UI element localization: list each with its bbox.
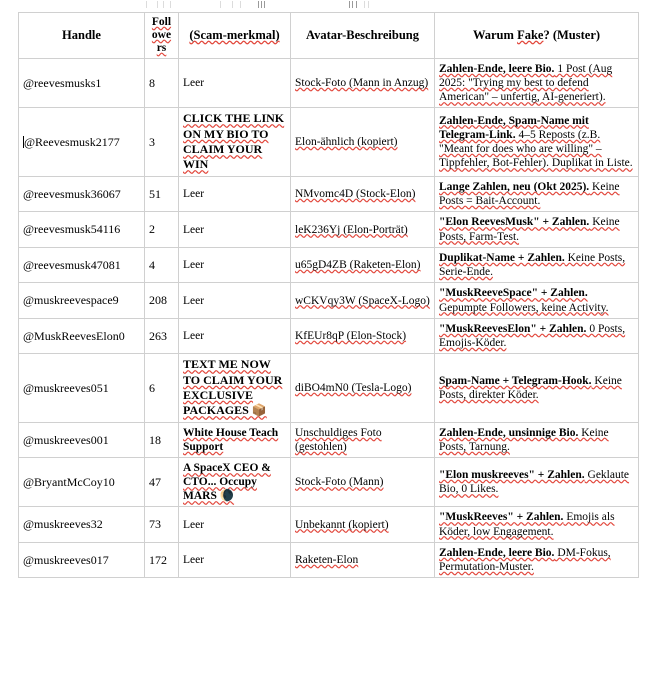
table-row (19, 542, 639, 578)
cell-scam-merkmal[interactable] (179, 318, 291, 354)
ruler-tick (157, 1, 158, 8)
cell-followers[interactable]: 51 (145, 176, 179, 212)
handle-text: @MuskReevesElon0 (23, 328, 125, 343)
warum-fake-detail: Keine Posts, Serie-Ende. (439, 251, 626, 279)
cell-scam-merkmal[interactable] (179, 108, 291, 176)
scam-merkmal-text: Leer (183, 554, 205, 567)
cell-scam-merkmal[interactable] (179, 458, 291, 507)
scam-merkmal-text: Leer (183, 188, 205, 201)
cell-warum-fake[interactable] (435, 458, 639, 507)
cell-warum-fake[interactable] (435, 283, 639, 319)
handle-text: @reevesmusk47081 (23, 257, 121, 272)
table-row (19, 283, 639, 319)
cell-handle[interactable] (19, 283, 145, 319)
scam-merkmal-text: Leer (183, 259, 205, 272)
warum-fake-detail: Keine Posts, Farm-Test. (439, 216, 620, 243)
cell-handle[interactable] (19, 458, 145, 507)
table-row (19, 212, 639, 248)
ruler-tick (240, 1, 241, 8)
column-header-merkmal: (Scam-merkmal) (179, 13, 291, 59)
warum-fake-pattern: Zahlen-Ende, leere Bio. (439, 62, 555, 75)
column-header-followers-line3: rs (156, 41, 167, 54)
cell-scam-merkmal[interactable] (179, 507, 291, 543)
scam-merkmal-text: Leer (183, 76, 205, 89)
cell-followers[interactable]: 2 (145, 212, 179, 248)
cell-avatar-description[interactable]: leK236Yj (Elon-Porträt) (291, 212, 435, 248)
scam-merkmal-text: Leer (183, 223, 205, 236)
table-row (19, 507, 639, 543)
scam-accounts-table (18, 12, 639, 578)
ruler-tick (264, 1, 265, 8)
ruler-tick (364, 1, 365, 8)
warum-fake-pattern: "Elon ReevesMusk" + Zahlen. (439, 216, 590, 229)
ruler-tick (232, 1, 233, 8)
handle-text: @muskreeves001 (23, 432, 109, 447)
warum-fake-pattern: Zahlen-Ende, leere Bio. (439, 546, 555, 559)
document-body (18, 12, 638, 578)
cell-avatar-description[interactable]: Unbekannt (kopiert) (291, 507, 435, 543)
cell-warum-fake[interactable] (435, 422, 639, 458)
handle-text: @Reevesmusk2177 (24, 134, 120, 149)
scam-merkmal-text: TEXT ME NOW TO CLAIM YOUR EXCLUSIVE PACKAGES 📦 (183, 357, 283, 418)
handle-text: @muskreevespace9 (23, 293, 119, 308)
cell-avatar-description[interactable]: NMvomc4D (Stock-Elon) (291, 176, 435, 212)
ruler-tick (356, 1, 357, 8)
column-header-followers-line1: Foll (151, 16, 172, 28)
column-marker-ruler (0, 0, 654, 9)
warum-fake-pattern: Lange Zahlen, neu (Okt 2025). (439, 180, 590, 193)
cell-scam-merkmal[interactable] (179, 58, 291, 108)
cell-scam-merkmal[interactable] (179, 354, 291, 422)
table-row (19, 108, 639, 176)
handle-text: @muskreeves051 (23, 380, 109, 395)
column-header-followers-line2: owe (151, 28, 172, 41)
warum-fake-detail: Keine Posts, direkter Köder. (439, 374, 622, 402)
handle-text: @BryantMcCoy10 (23, 474, 115, 489)
cell-scam-merkmal[interactable] (179, 422, 291, 458)
cell-warum-fake[interactable] (435, 108, 639, 176)
cell-warum-fake[interactable] (435, 354, 639, 422)
warum-fake-pattern: "MuskReeveSpace" + Zahlen. (439, 287, 588, 300)
ruler-tick (220, 1, 221, 8)
cell-followers[interactable]: 73 (145, 507, 179, 543)
warum-fake-detail: 1 Post (Aug 2025: "Trying my best to defend American" – unfertig, AI-generiert). (439, 62, 613, 104)
cell-handle[interactable] (19, 318, 145, 354)
table-row (19, 422, 639, 458)
table-row (19, 458, 639, 507)
warum-fake-detail: Geklaute Bio, 0 Likes. (439, 469, 630, 496)
cell-warum-fake[interactable] (435, 318, 639, 354)
handle-text: @reevesmusks1 (23, 75, 102, 90)
scam-merkmal-text: A SpaceX CEO & CTO... Occupy MARS 🌘 (183, 462, 271, 503)
cell-avatar-description[interactable]: Unschuldiges Foto (gestohlen) (291, 422, 435, 458)
table-row (19, 354, 639, 422)
scam-merkmal-text: Leer (183, 294, 205, 307)
cell-followers[interactable]: 8 (145, 58, 179, 108)
warum-fake-detail: Keine Posts, Tarnung. (439, 426, 609, 453)
warum-fake-pattern: Zahlen-Ende, unsinnige Bio. (439, 426, 579, 439)
ruler-tick (170, 1, 171, 8)
column-header-handle: Handle (19, 13, 145, 59)
cell-scam-merkmal[interactable] (179, 212, 291, 248)
cell-handle[interactable] (19, 542, 145, 578)
ruler-tick (258, 1, 259, 8)
table-row (19, 318, 639, 354)
handle-text: @reevesmusk54116 (23, 222, 121, 237)
warum-fake-detail: DM-Fokus, Permutation-Muster. (439, 546, 611, 574)
cell-avatar-description[interactable]: u65gD4ZB (Raketen-Elon) (291, 247, 435, 283)
cell-avatar-description[interactable]: KfEUr8qP (Elon-Stock) (291, 318, 435, 354)
cell-scam-merkmal[interactable] (179, 247, 291, 283)
cell-warum-fake[interactable] (435, 176, 639, 212)
cell-handle[interactable] (19, 247, 145, 283)
ruler-tick (163, 1, 164, 8)
cell-followers[interactable]: 208 (145, 283, 179, 319)
cell-avatar-description[interactable]: Elon-ähnlich (kopiert) (291, 108, 435, 176)
scam-merkmal-text: CLICK THE LINK ON MY BIO TO CLAIM YOUR WIN (183, 111, 285, 172)
warum-fake-detail: 4–5 Reposts (z.B. "Meant for does who are willing" – Tippfehler, Bot-Fehler). Duplikat in Liste. (439, 128, 633, 170)
scam-merkmal-text: Leer (183, 518, 205, 531)
table-row (19, 58, 639, 108)
table-header-row (19, 13, 639, 59)
cell-handle[interactable] (19, 108, 145, 176)
warum-fake-pattern: Spam-Name + Telegram-Hook. (439, 374, 592, 387)
warum-fake-pattern: "Elon muskreeves" + Zahlen. (439, 469, 585, 482)
cell-followers[interactable]: 263 (145, 318, 179, 354)
cell-handle[interactable] (19, 176, 145, 212)
column-header-followers (145, 13, 179, 59)
cell-scam-merkmal[interactable] (179, 176, 291, 212)
cell-followers[interactable]: 18 (145, 422, 179, 458)
handle-text: @muskreeves017 (23, 552, 109, 567)
handle-text: @reevesmusk36067 (23, 186, 121, 201)
cell-followers[interactable]: 47 (145, 458, 179, 507)
cell-avatar-description[interactable]: Stock-Foto (Mann in Anzug) (291, 58, 435, 108)
cell-avatar-description[interactable]: wCKVqy3W (SpaceX-Logo) (291, 283, 435, 319)
cell-warum-fake[interactable] (435, 247, 639, 283)
table-row (19, 176, 639, 212)
cell-followers[interactable]: 4 (145, 247, 179, 283)
ruler-tick (349, 1, 350, 8)
cell-handle[interactable] (19, 212, 145, 248)
scam-merkmal-text: Leer (183, 330, 205, 343)
cell-handle[interactable] (19, 422, 145, 458)
warum-fake-detail: Gepumpte Followers, keine Activity. (439, 301, 609, 314)
warum-fake-pattern: "MuskReevesElon" + Zahlen. (439, 322, 587, 335)
cell-followers[interactable]: 6 (145, 354, 179, 422)
ruler-tick (352, 1, 353, 8)
cell-handle[interactable] (19, 58, 145, 108)
cell-followers[interactable]: 172 (145, 542, 179, 578)
cell-warum-fake[interactable] (435, 542, 639, 578)
cell-warum-fake[interactable] (435, 58, 639, 108)
cell-warum-fake[interactable] (435, 507, 639, 543)
ruler-tick (146, 1, 147, 8)
warum-fake-detail: Keine Posts = Bait-Account. (439, 180, 620, 208)
table-body (19, 58, 639, 578)
ruler-tick (368, 1, 369, 8)
column-header-avatar: Avatar-Beschreibung (291, 13, 435, 59)
cell-followers[interactable]: 3 (145, 108, 179, 176)
cell-scam-merkmal[interactable] (179, 283, 291, 319)
column-header-warum: Warum Fake? (Muster) (435, 13, 639, 59)
table-header (19, 13, 639, 59)
warum-fake-detail: 0 Posts, Emojis-Köder. (439, 322, 626, 350)
warum-fake-detail: Emojis als Köder, low Engagement. (439, 511, 615, 538)
warum-fake-pattern: Zahlen-Ende, Spam-Name mit Telegram-Link. (439, 114, 589, 141)
cell-avatar-description[interactable]: Raketen-Elon (291, 542, 435, 578)
cell-warum-fake[interactable] (435, 212, 639, 248)
handle-text: @muskreeves32 (23, 517, 103, 532)
ruler-tick (261, 1, 262, 8)
cell-handle[interactable] (19, 354, 145, 422)
table-row (19, 247, 639, 283)
scam-merkmal-text: White House Teach Support (183, 426, 279, 453)
warum-fake-pattern: Duplikat-Name + Zahlen. (439, 251, 565, 264)
cell-avatar-description[interactable]: Stock-Foto (Mann) (291, 458, 435, 507)
cell-scam-merkmal[interactable] (179, 542, 291, 578)
cell-avatar-description[interactable]: diBO4mN0 (Tesla-Logo) (291, 354, 435, 422)
cell-handle[interactable] (19, 507, 145, 543)
warum-fake-pattern: "MuskReeves" + Zahlen. (439, 511, 564, 524)
